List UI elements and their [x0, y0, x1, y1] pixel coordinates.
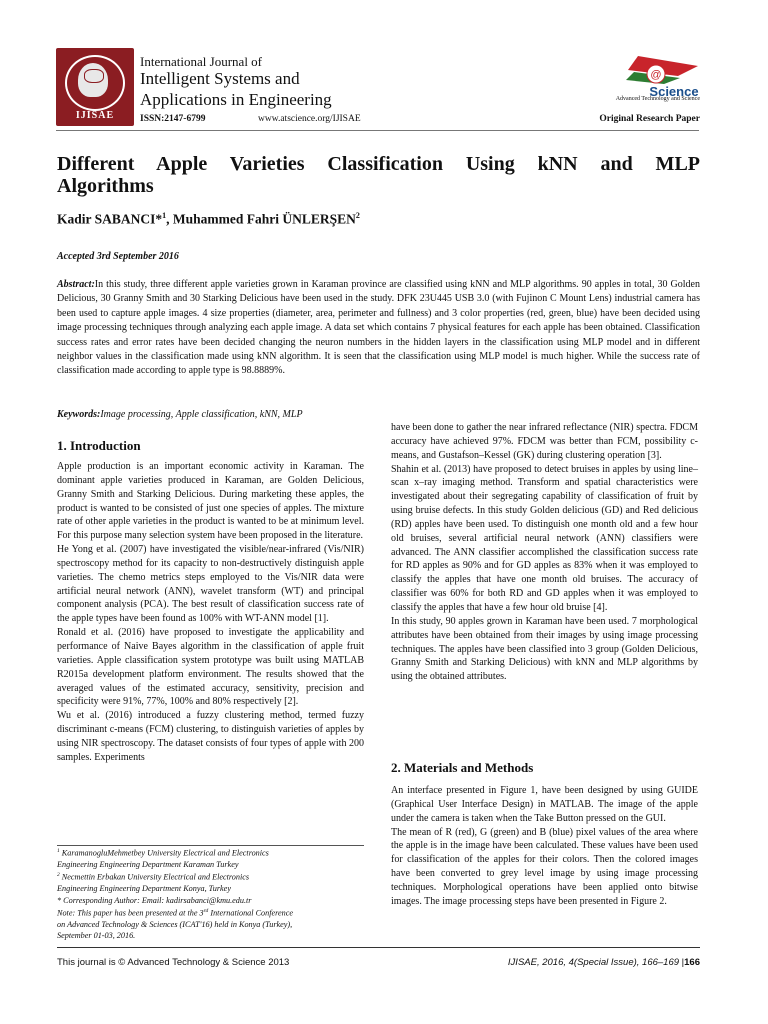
- footnote-1-line-1: KaramanogluMehmetbey University Electrical and Electronics: [61, 848, 269, 858]
- author-2: Muhammed Fahri ÜNLERŞEN: [172, 211, 356, 227]
- page-separator: |: [679, 957, 685, 968]
- keywords-text: Image processing, Apple classification, kNN, MLP: [100, 409, 303, 420]
- left-column: [57, 460, 364, 765]
- journal-prefix: International Journal of: [140, 54, 263, 69]
- intro-paragraph: Ronald et al. (2016) have proposed to investigate the applicability and performance of Naive Bayes algorithm in the classification of apple fruit varieties. Apple classification system prototype was built using MATLAB R2015a development platform environment. The results showed that the averaged values of the estimated accuracy, sensitivity, precision and specificity were 91%, 77%, 100% and 80% respectively [2].: [57, 627, 364, 708]
- footnote-1: [57, 846, 372, 859]
- intro-paragraph: In this study, 90 apples grown in Karaman have been used. 7 morphological attributes have been obtained from their images by using image processing techniques. The apples have been classified into 3 group (Golden Delicious, Granny Smith and Starking Delicious) with kNN and MLP algorithms by using the obtained attributes.: [391, 615, 698, 683]
- footnote-1-line-2: Engineering Engineering Department Karaman Turkey: [57, 860, 239, 870]
- publisher-logo-text: Science: [649, 84, 699, 98]
- right-column: [391, 421, 698, 684]
- corresponding-author: * Corresponding Author: Email: kadirsabanci@kmu.edu.tr: [57, 895, 252, 905]
- accepted-date: Accepted 3rd September 2016: [57, 251, 179, 262]
- header-divider: [56, 130, 699, 131]
- conference-note-line-3: September 01-03, 2016.: [57, 931, 136, 941]
- section-heading-introduction: 1. Introduction: [57, 438, 141, 453]
- abstract: [57, 278, 700, 379]
- citation-text: IJISAE, 2016, 4(Special Issue), 166–169: [507, 957, 680, 968]
- intro-paragraph: Wu et al. (2016) introduced a fuzzy clustering method, termed fuzzy discriminant c-means (FCM) clustering, to distinguish varieties of apples by using NIR spectroscopy. The dataset consists of four types of apple with 200 samples. Experiments: [57, 710, 364, 763]
- paper-title: Different Apple Varieties Classification Using kNN and MLP: [57, 153, 700, 175]
- publisher-name: Advanced Technology and Science: [615, 96, 700, 102]
- journal-website-link[interactable]: www.atscience.org/IJISAE: [258, 114, 361, 124]
- intro-paragraph: Apple production is an important economic activity in Karaman. The dominant apple varieties produced in Karaman, are Golden Delicious, Granny Smith and Starking Delicious. During marketing these apples, the product is wanted to be consisted of just one species of apples. The mixture rate of other apple varieties in the product is wanted to be at minimum level. For this purpose many selection system have been proposed in the literature.: [57, 461, 364, 542]
- note-part-2: International Conference: [208, 908, 294, 918]
- author-2-affiliation: 2: [355, 211, 360, 220]
- methods-paragraph: An interface presented in Figure 1, have been designed by using GUIDE (Graphical User Interface Design) in MATLAB. The image of the apple under the camera is taken when the Take Button pressed on the GUI.: [391, 785, 698, 824]
- journal-name-line-1: Intelligent Systems and: [140, 69, 300, 88]
- intro-paragraph: He Yong et al. (2007) have investigated the visible/near-infrared (Vis/NIR) spectroscopy method for its capacity to non-destructively distinguish apple varieties. The chemo metrics steps employed to the Vis/NIR data were artificial neural network (ANN), wavelet transform (WT) and principal component analysis (PCA). The best result of classification success rate of the apple types have been found as 100% with WT-ANN model [1].: [57, 544, 364, 625]
- conference-note-line-2: on Advanced Technology & Sciences (ICAT'16) held in Konya (Turkey),: [57, 919, 293, 929]
- footer-copyright: This journal is © Advanced Technology & Science 2013: [57, 957, 290, 968]
- section-heading-materials-methods: 2. Materials and Methods: [391, 760, 534, 775]
- footnote-2: [57, 870, 372, 883]
- brain-icon: [84, 69, 104, 83]
- footnote-1-marker: 1: [57, 848, 60, 854]
- authors: [57, 211, 360, 228]
- footer-divider: [57, 947, 700, 948]
- paper-type: Original Research Paper: [599, 114, 700, 124]
- publisher-logo-at: @: [650, 69, 662, 81]
- note-part-1: Note: This paper has been presented at the 3: [57, 908, 204, 918]
- page-number: 166: [684, 957, 700, 968]
- footnotes: [57, 846, 372, 942]
- footnote-2-line-2: Engineering Engineering Department Konya, Turkey: [57, 884, 231, 894]
- intro-paragraph-continued: have been done to gather the near infrared reflectance (NIR) spectra. FDCM accuracy have achieved 97%. FDCM was better than FCM, possibility c-means, and Gustafson–Kessel (GK) during clustering operation [3].: [391, 422, 698, 461]
- footnote-2-line-1: Necmettin Erbakan University Electrical and Electronics: [61, 873, 250, 883]
- paper-title-line-2: Algorithms: [57, 175, 154, 197]
- journal-logo: [56, 48, 134, 126]
- author-separator: ,: [166, 211, 173, 227]
- footer-citation: [440, 957, 700, 968]
- keywords: [57, 409, 303, 420]
- journal-name-line-2: Applications in Engineering: [140, 90, 332, 109]
- publisher-logo: [620, 52, 700, 98]
- intro-paragraph: Shahin et al. (2013) have proposed to detect bruises in apples by using line–scan x–ray imaging method. Transform and spatial characteristics were investigated about their segregating capability of classification of fruit by using bruise defects. In this study Golden delicious (GD) and Red delicious (RD) apples have been used. To distinguish one month old and a few hour old bruises, several artificial neural network (ANN) classifiers were advanced. The ANN classifier accomplished the classification success rate for RD apples as 90% and for GD apples as 83% when it was employed to classify the apples that have one month old bruises. The accuracy of classifier was 60% for both RD and GD apples when it was employed to classify the apples that have a few hour old bruise [4].: [391, 463, 698, 613]
- methods-column: [391, 784, 698, 909]
- abstract-label: Abstract:: [57, 279, 95, 290]
- methods-paragraph: The mean of R (red), G (green) and B (blue) pixel values of the area where the apple is in the image have been calculated. These values have been used for classification of the apples for their colors. Then the colored images have been converted to grey level image by using image processing techniques. Morphological operations have been applied onto bitwise images. The image processing steps have been presented in Figure 2.: [391, 826, 698, 907]
- footnote-2-marker: 2: [57, 872, 60, 879]
- issn: ISSN:2147-6799: [140, 114, 206, 124]
- journal-name: [140, 68, 400, 110]
- logo-text: IJISAE: [75, 110, 115, 121]
- author-1-affiliation: 1: [162, 211, 167, 220]
- note-superscript: rd: [203, 907, 209, 914]
- abstract-text: In this study, three different apple varieties grown in Karaman province are classified using kNN and MLP algorithms. 90 apples in total, 30 Golden Delicious, 30 Granny Smith and 30 Starking Delicious have been used in the study. DFK 23U445 USB 3.0 (with Fujinon C Mount Lens) industrial camera has been used to capture apple images. 4 size properties (diameter, area, perimeter and fullness) and 3 color properties (red, green, blue) have been decided using image processing techniques through analyzing each apple image. A data set which contains 7 physical features for each apple has been obtained. Classification success rates and error rates have been decided changing the neuron numbers in the hidden layers in the classification using MLP model and in different neighbor values in the classification made using kNN algorithm. It is seen that the classification using MLP model is much higher. While the success rate of classification made according to apple type is 98.8889%.: [57, 279, 700, 377]
- keywords-label: Keywords:: [57, 409, 101, 420]
- author-1: Kadir SABANCI*: [57, 211, 163, 227]
- conference-note: [57, 906, 372, 919]
